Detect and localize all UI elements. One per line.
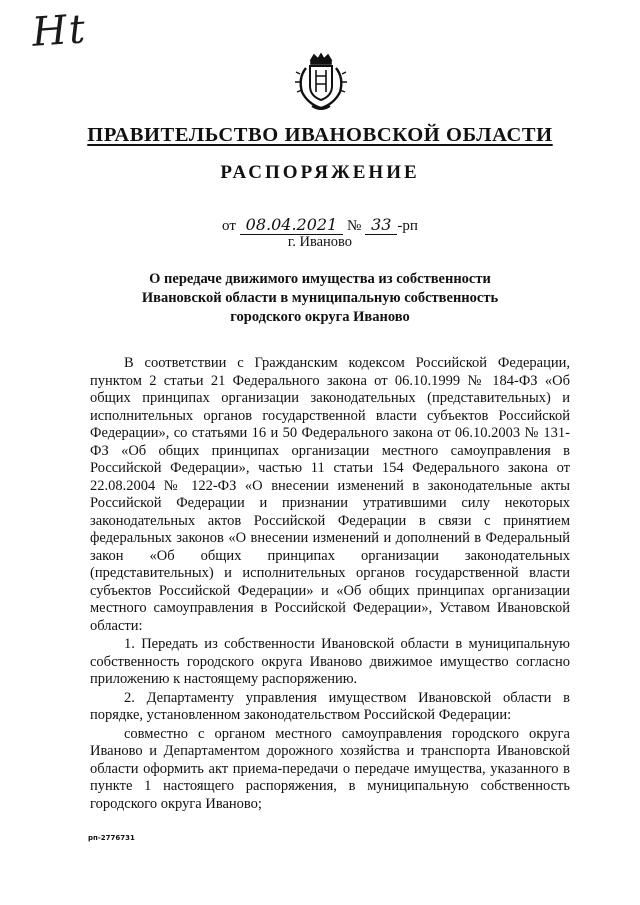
handwritten-mark: Ht [30, 6, 89, 56]
date-prefix: от [222, 218, 236, 234]
footer-code: рп-2776731 [88, 834, 135, 842]
item-1-paragraph: 1. Передать из собственности Ивановской области в муниципальную собственность городского округа Иваново движимое имущество согласно приложению к настоящему распоряжению. [90, 636, 570, 687]
city-line: г. Иваново [287, 234, 353, 250]
coat-of-arms-icon [294, 52, 348, 112]
subject-line-2: Ивановской области в муниципальную собственность [141, 290, 499, 306]
government-title: ПРАВИТЕЛЬСТВО ИВАНОВСКОЙ ОБЛАСТИ [87, 124, 553, 146]
document-dateline [0, 216, 640, 235]
item-2-paragraph: 2. Департаменту управления имуществом Ивановской области в порядке, установленном законодательством Российской Федерации: [90, 689, 570, 723]
number-suffix: -рп [397, 218, 418, 234]
document-body [90, 355, 570, 813]
subject-line-3: городского округа Иваново [230, 309, 410, 325]
item-2-subparagraph: совместно с органом местного самоуправления городского округа Иваново и Департаментом дорожного хозяйства и транспорта Ивановской области оформить акт приема-передачи о передаче имущества, указанного в пункте 1 настоящего распоряжения, в муниципальную собственность городского округа Иваново; [90, 725, 570, 812]
document-date: 08.04.2021 [240, 215, 344, 235]
preamble-paragraph: В соответствии с Гражданским кодексом Российской Федерации, пунктом 2 статьи 21 Федерального закона от 06.10.1999 № 184-ФЗ «Об общих принципах организации законодательных (представительных) и исполнительных органов государственной власти субъектов Российской Федерации», со статьями 16 и 50 Федерального закона от 06.10.2003 № 131-ФЗ «Об общих принципах организации местного самоуправления в Российской Федерации», частью 11 статьи 154 Федерального закона от 22.08.2004 № 122-ФЗ «О внесении изменений в законодательные акты Российской Федерации и признании утратившими силу некоторых законодательных актов Российской Федерации в связи с принятием федеральных законов «О внесении изменений и дополнений в Федеральный закон «Об общих принципах организации законодательных (представительных) и исполнительных органов государственной власти субъектов Российской Федерации» и «Об общих принципах организации местного самоуправления в Российской Федерации», Уставом Ивановской области: [90, 355, 570, 634]
subject-line-1: О передаче движимого имущества из собственности [149, 271, 491, 287]
document-number: 33 [365, 215, 397, 235]
document-type: РАСПОРЯЖЕНИЕ [220, 162, 420, 183]
document-subject [80, 270, 560, 327]
number-label: № [347, 218, 362, 234]
